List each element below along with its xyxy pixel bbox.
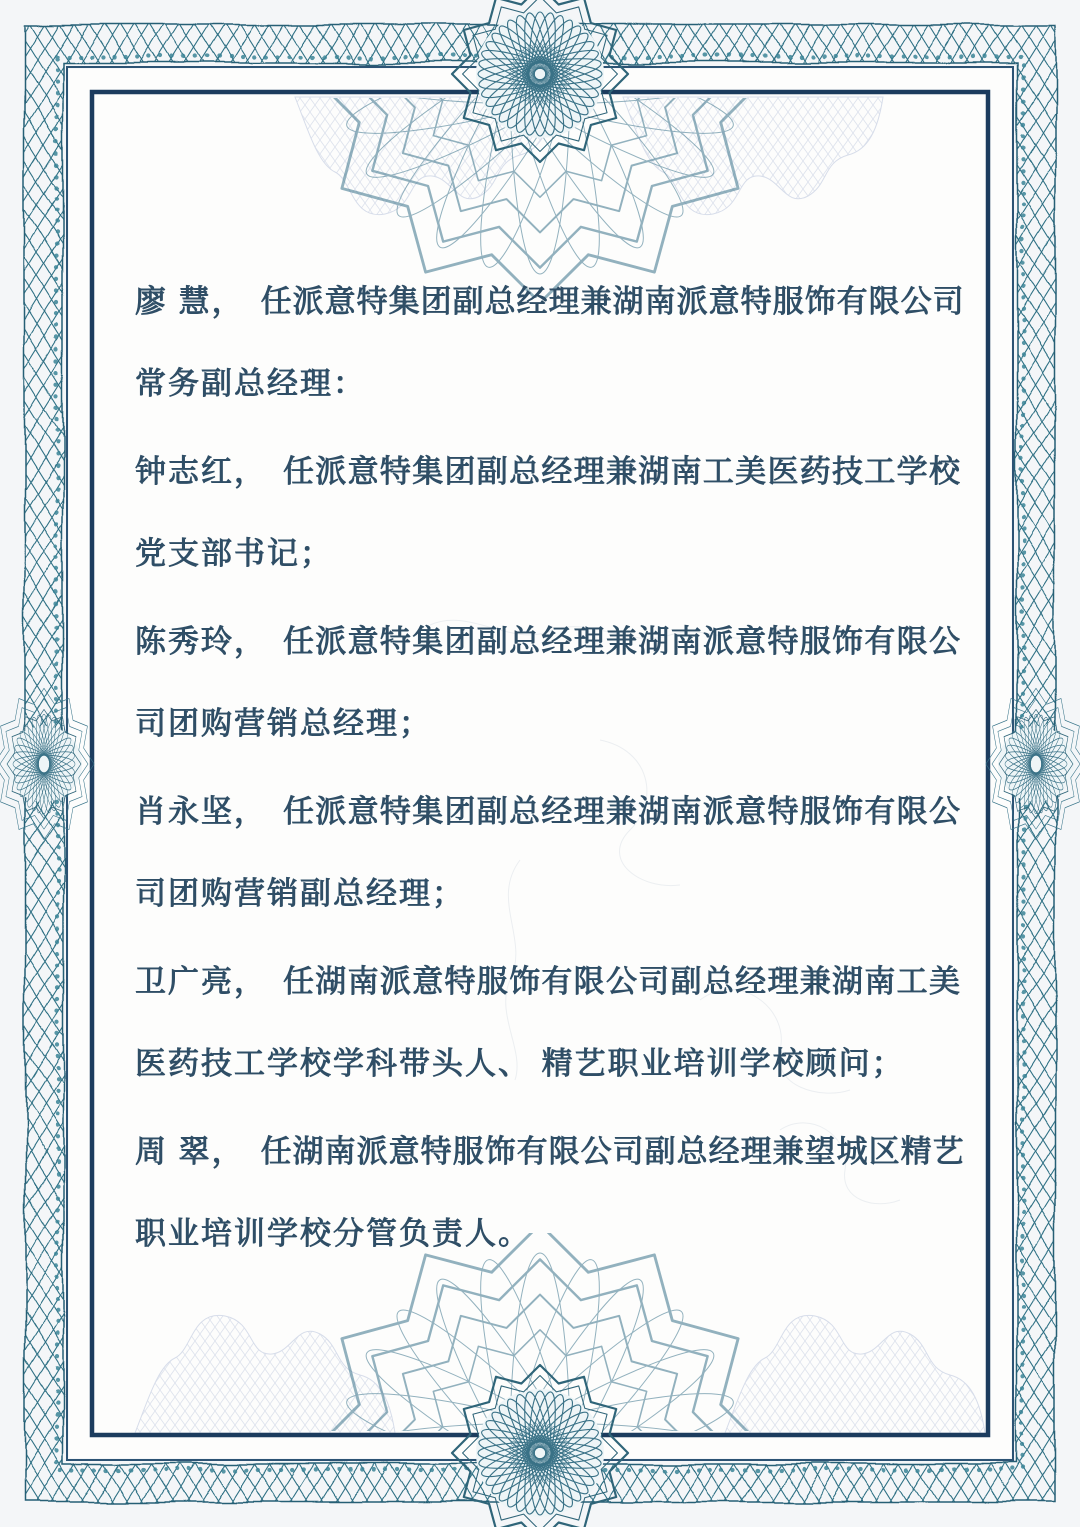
appointment-entry xyxy=(135,766,961,936)
person-name: 钟志红， xyxy=(135,454,267,489)
appointment-line1: 任 湖 南 派 意 特 服 饰 有 限 公 司 副 总 经 理 兼 望 城 区 精 艺 xyxy=(260,1134,965,1169)
appointment-text xyxy=(135,256,965,1276)
appointment-line2: 常务副总经理： xyxy=(135,366,366,401)
person-name: 卫广亮， xyxy=(135,964,267,999)
appointment-line xyxy=(135,596,961,681)
appointment-line xyxy=(135,1106,965,1191)
appointment-line2: 司团购营销总经理； xyxy=(135,706,432,741)
appointment-entry xyxy=(135,426,961,596)
appointment-entry xyxy=(135,256,965,426)
appointment-line2: 医药技工学校学科带头人、 精艺职业培训学校顾问； xyxy=(135,1046,905,1081)
person-name: 陈秀玲， xyxy=(135,624,267,659)
person-name: 肖永坚， xyxy=(135,794,267,829)
appointment-line1: 任 派 意 特 集 团 副 总 经 理 兼 湖 南 派 意 特 服 饰 有 限 公 xyxy=(283,794,961,829)
appointment-line1: 任 派 意 特 集 团 副 总 经 理 兼 湖 南 工 美 医 药 技 工 学 校 xyxy=(283,454,961,489)
person-name: 廖 慧， xyxy=(135,284,245,319)
appointment-entry xyxy=(135,1106,965,1276)
appointment-entry xyxy=(135,936,961,1106)
appointment-line2: 职业培训学校分管负责人。 xyxy=(135,1216,531,1251)
appointment-line xyxy=(135,256,965,341)
appointment-line2: 党支部书记； xyxy=(135,536,333,571)
appointment-line xyxy=(135,766,961,851)
appointment-line1: 任 派 意 特 集 团 副 总 经 理 兼 湖 南 派 意 特 服 饰 有 限 公 xyxy=(283,624,961,659)
appointment-line xyxy=(135,936,961,1021)
appointment-entry xyxy=(135,596,961,766)
appointment-line1: 任 派 意 特 集 团 副 总 经 理 兼 湖 南 派 意 特 服 饰 有 限 公 司 xyxy=(260,284,965,319)
person-name: 周 翠， xyxy=(135,1134,245,1169)
appointment-line2: 司团购营销副总经理； xyxy=(135,876,465,911)
appointment-line xyxy=(135,426,961,511)
appointment-line1: 任 湖 南 派 意 特 服 饰 有 限 公 司 副 总 经 理 兼 湖 南 工 美 xyxy=(283,964,961,999)
